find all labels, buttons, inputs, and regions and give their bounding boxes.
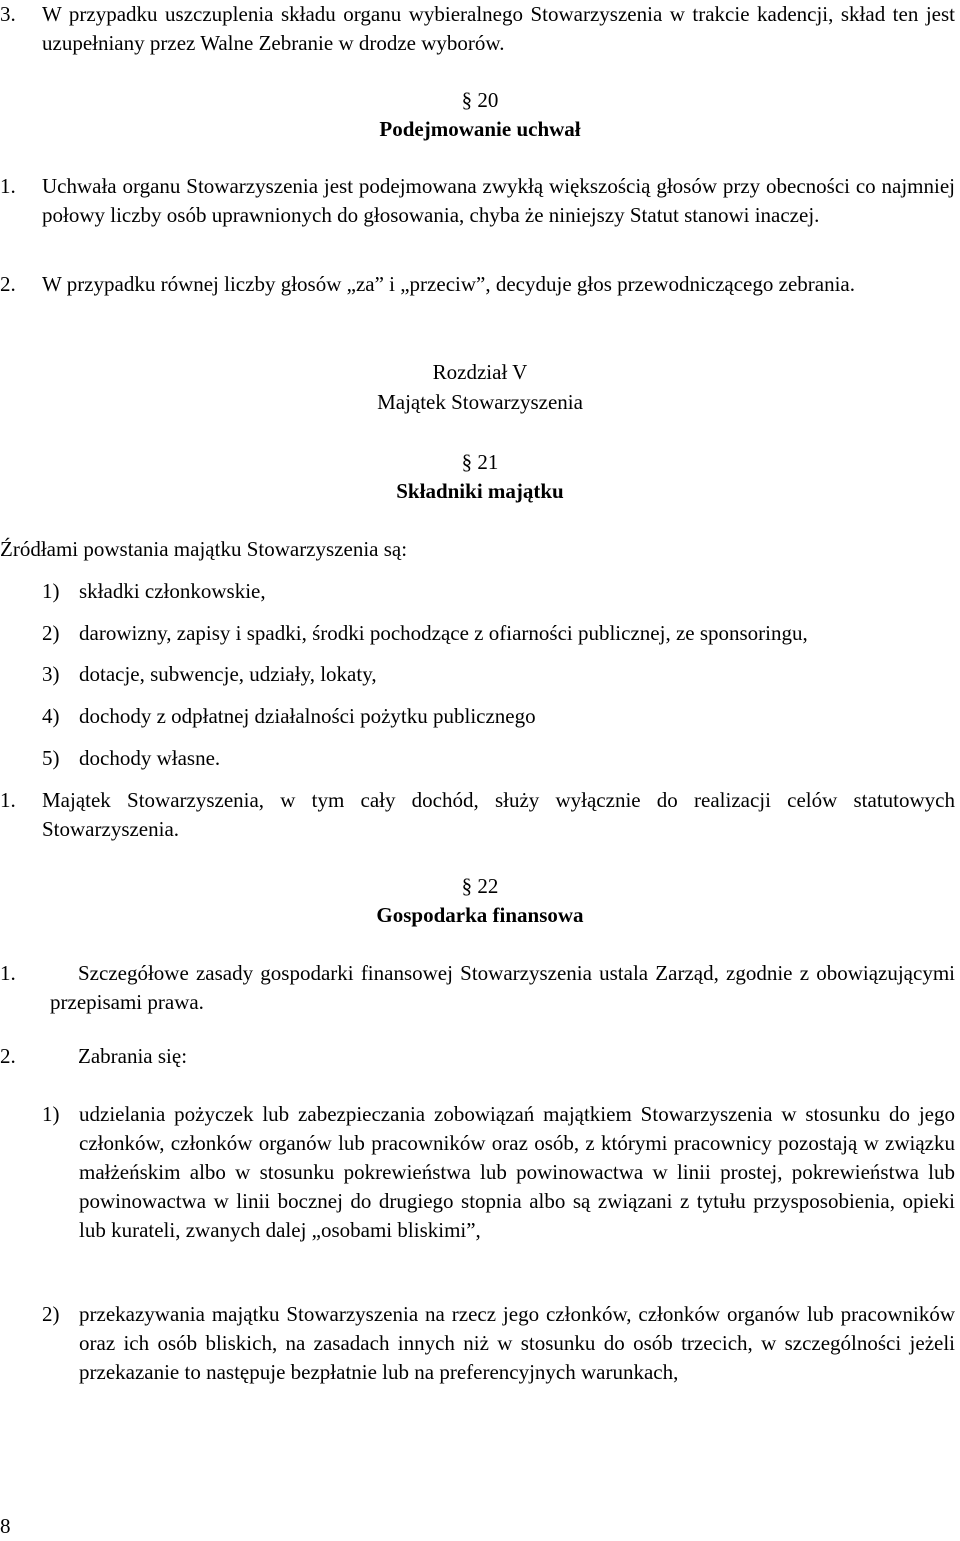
list-item-text: przekazywania majątku Stowarzyszenia na rzecz jego członków, członków organów lub pracowników oraz ich osób bliskich, na zasadach innych niż w stosunku do osób trzecich, w szczególności jeżeli przekazanie to następuje bezpłatnie lub na preferencyjnych warunkach, [79, 1302, 955, 1384]
list-item-number: 2) [42, 1302, 60, 1326]
section-21-number: § 21 [461, 450, 499, 474]
list-item [42, 1100, 955, 1245]
list-item-text: darowizny, zapisy i spadki, środki pochodzące z ofiarności publicznej, ze sponsoringu, [79, 621, 808, 645]
item-number: 1. [0, 961, 16, 985]
list-item [42, 1300, 955, 1387]
list-item-number: 3) [42, 662, 60, 686]
page-number: 8 [0, 1514, 11, 1538]
chapter-title: Rozdział V [432, 360, 528, 384]
list-item-number: 1) [42, 579, 60, 603]
item-text: Zabrania się: [78, 1044, 188, 1068]
paragraph-22-1 [0, 959, 955, 1017]
item-number: 3. [0, 2, 16, 26]
chapter-subtitle: Majątek Stowarzyszenia [377, 390, 583, 414]
sources-intro: Źródłami powstania majątku Stowarzyszenia są: [0, 537, 408, 561]
item-text: Szczegółowe zasady gospodarki finansowej Stowarzyszenia ustala Zarząd, zgodnie z obowiązującymi przepisami prawa. [50, 961, 955, 1014]
paragraph-20-1 [0, 172, 955, 230]
list-item-number: 5) [42, 746, 60, 770]
item-text: W przypadku uszczuplenia składu organu wybieralnego Stowarzyszenia w trakcie kadencji, skład ten jest uzupełniany przez Walne Zebranie w drodze wyborów. [42, 2, 955, 55]
list-item-number: 4) [42, 704, 60, 728]
list-item-text: dotacje, subwencje, udziały, lokaty, [79, 662, 377, 686]
section-20-number: § 20 [461, 88, 499, 112]
list-item [42, 660, 377, 689]
list-item-text: dochody z odpłatnej działalności pożytku publicznego [79, 704, 536, 728]
section-21-title: Składniki majątku [396, 479, 564, 503]
item-number: 2. [0, 272, 16, 296]
section-22-title: Gospodarka finansowa [376, 903, 584, 927]
list-item [42, 744, 220, 773]
section-22-number: § 22 [461, 874, 499, 898]
list-item-number: 1) [42, 1102, 60, 1126]
item-number: 2. [0, 1044, 16, 1068]
item-number: 1. [0, 788, 16, 812]
paragraph-21-1 [0, 786, 955, 844]
list-item-number: 2) [42, 621, 60, 645]
item-number: 1. [0, 174, 16, 198]
list-item [42, 702, 536, 731]
list-item [42, 577, 266, 606]
list-item [42, 619, 808, 648]
item-text: Majątek Stowarzyszenia, w tym cały dochód, służy wyłącznie do realizacji celów statutowych Stowarzyszenia. [42, 788, 955, 841]
list-item-text: udzielania pożyczek lub zabezpieczania zobowiązań majątkiem Stowarzyszenia w stosunku do jego członków, członków organów lub pracowników oraz osób, z którymi pracownicy pozostają w związku małżeńskim albo w stosunku pokrewieństwa lub powinowactwa w linii prostej, pokrewieństwa lub powinowactwa w linii bocznej do drugiego stopnia albo są związani z tytułu przysposobienia, opieki lub kurateli, zwanych dalej „osobami bliskimi”, [79, 1102, 955, 1242]
section-20-title: Podejmowanie uchwał [379, 117, 581, 141]
item-text: W przypadku równej liczby głosów „za” i „przeciw”, decyduje głos przewodniczącego zebrania. [42, 272, 855, 296]
paragraph-22-2 [0, 1042, 955, 1071]
paragraph-20-2 [0, 270, 955, 299]
item-text: Uchwała organu Stowarzyszenia jest podejmowana zwykłą większością głosów przy obecności co najmniej połowy liczby osób uprawnionych do głosowania, chyba że niniejszy Statut stanowi inaczej. [42, 174, 955, 227]
list-item-text: dochody własne. [79, 746, 221, 770]
list-item-text: składki członkowskie, [79, 579, 266, 603]
paragraph-item-3 [0, 0, 955, 58]
